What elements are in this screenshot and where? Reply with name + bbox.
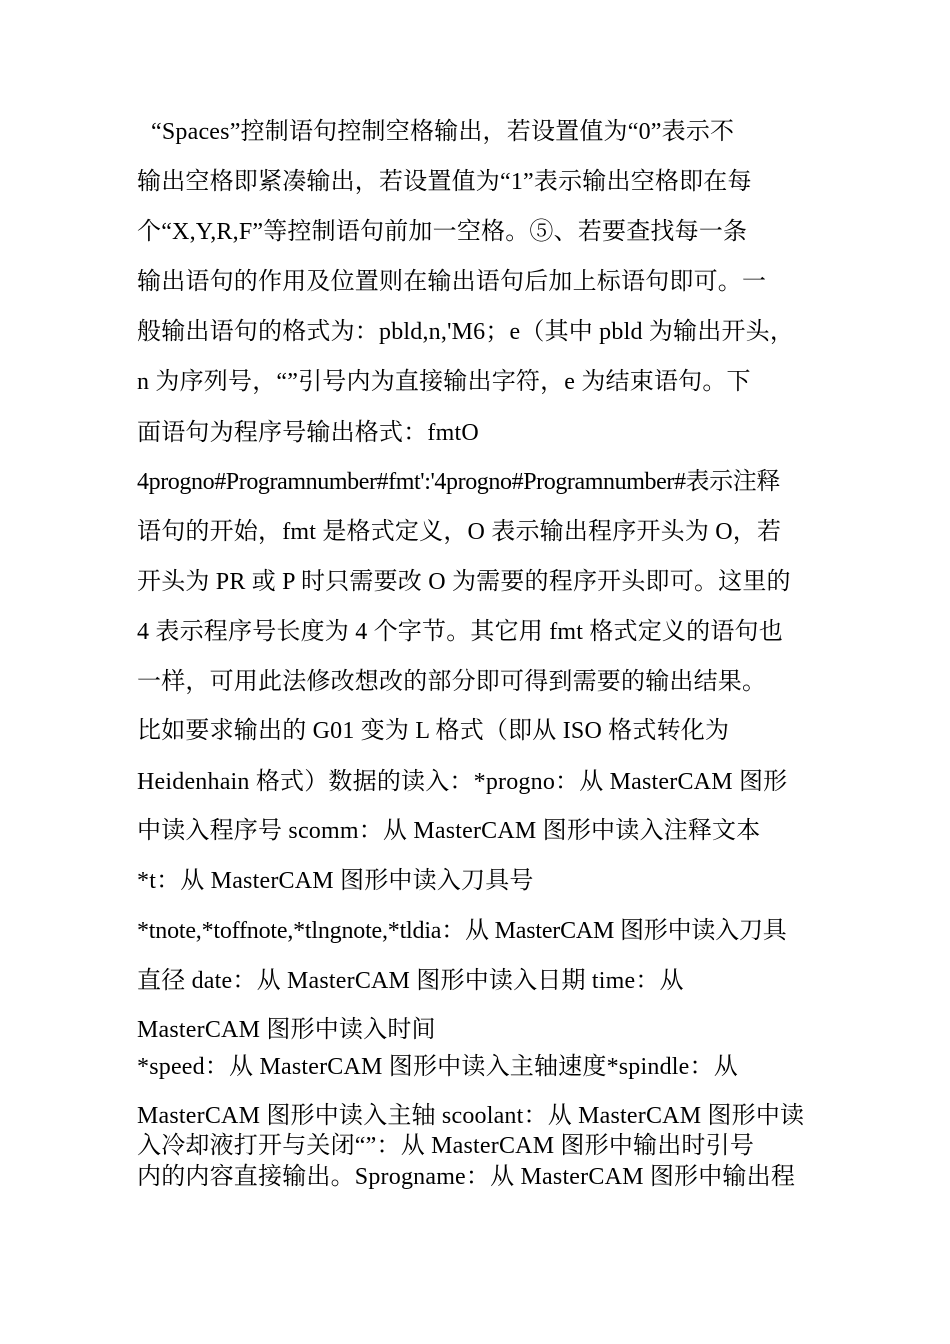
text-line: MasterCAM 图形中读入时间 — [137, 1017, 436, 1043]
text-line: 个“X,Y,R,F”等控制语句前加一空格。⑤、若要查找每一条 — [137, 219, 748, 245]
text-line: 一样，可用此法修改想改的部分即可得到需要的输出结果。 — [137, 669, 767, 695]
text-line: “Spaces”控制语句控制空格输出，若设置值为“0”表示不 — [151, 119, 735, 145]
text-line: n 为序列号，“”引号内为直接输出字符，e 为结束语句。下 — [137, 369, 751, 395]
text-line: *t：从 MasterCAM 图形中读入刀具号 — [137, 868, 534, 894]
text-line: MasterCAM 图形中读入主轴 scoolant：从 MasterCAM 图形中读 — [137, 1103, 805, 1129]
text-line: 4 表示程序号长度为 4 个字节。其它用 fmt 格式定义的语句也 — [137, 619, 783, 645]
text-line: 比如要求输出的 G01 变为 L 格式（即从 ISO 格式转化为 — [137, 718, 730, 744]
text-line: 输出空格即紧凑输出，若设置值为“1”表示输出空格即在每 — [137, 169, 752, 195]
text-line: 般输出语句的格式为：pbld,n,'M6；e（其中 pbld 为输出开头， — [137, 319, 795, 345]
text-line: 开头为 PR 或 P 时只需要改 O 为需要的程序开头即可。这里的 — [137, 569, 791, 595]
text-line: 内的内容直接输出。Sprogname：从 MasterCAM 图形中输出程 — [137, 1164, 796, 1190]
text-line: *speed：从 MasterCAM 图形中读入主轴速度*spindle：从 — [137, 1054, 738, 1080]
text-line: 入冷却液打开与关闭“”：从 MasterCAM 图形中输出时引号 — [137, 1133, 755, 1159]
text-line: 输出语句的作用及位置则在输出语句后加上标语句即可。一 — [137, 269, 767, 295]
text-line: 4progno#Programnumber#fmt':'4progno#Programnumber#表示注释 — [137, 469, 780, 495]
text-line: Heidenhain 格式）数据的读入：*progno：从 MasterCAM 图形 — [137, 769, 788, 795]
text-line: 直径 date：从 MasterCAM 图形中读入日期 time：从 — [137, 968, 684, 994]
text-line: 语句的开始，fmt 是格式定义，O 表示输出程序开头为 O，若 — [137, 519, 782, 545]
text-line: *tnote,*toffnote,*tlngnote,*tldia：从 MasterCAM 图形中读入刀具 — [137, 918, 787, 944]
text-line: 中读入程序号 scomm：从 MasterCAM 图形中读入注释文本 — [137, 818, 761, 844]
text-line: 面语句为程序号输出格式：fmtO — [137, 420, 479, 446]
